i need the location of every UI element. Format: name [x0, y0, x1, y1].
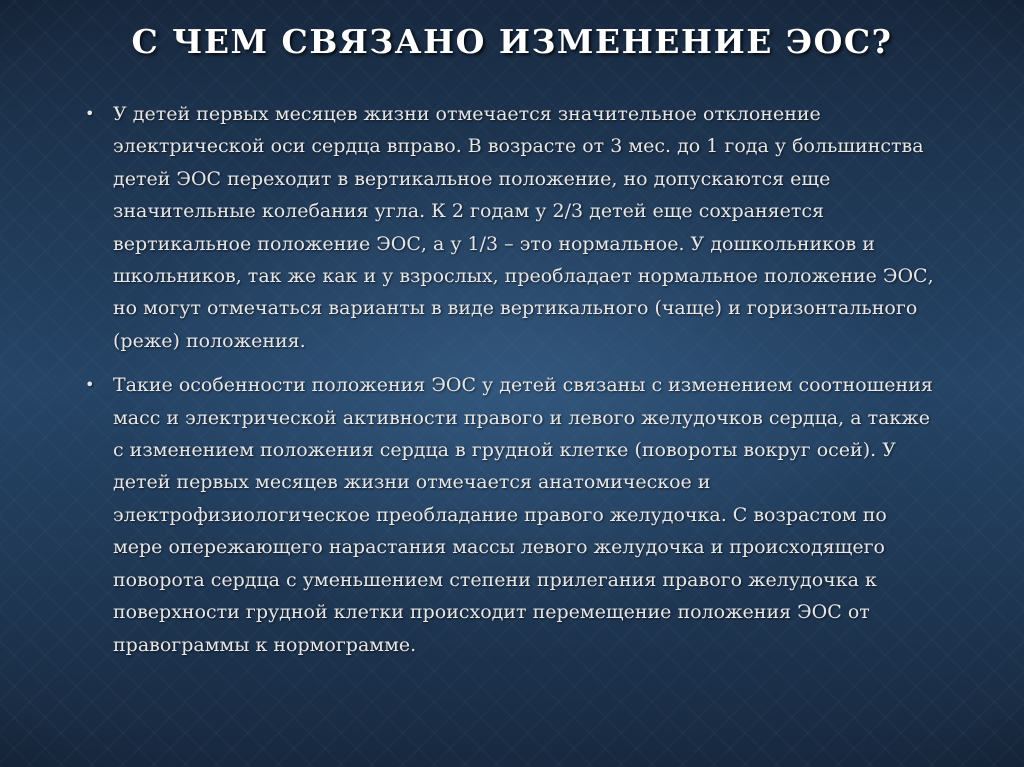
bullet-list	[84, 98, 934, 673]
bullet-item	[84, 98, 934, 357]
bullet-icon: •	[85, 375, 95, 395]
bullet-icon: •	[85, 104, 95, 123]
bullet-text: У детей первых месяцев жизни отмечается значительное отклонение электрической оси сердца вправо. В возрасте от 3 мес. до 1 года у большинства детей ЭОС переходит в вертикальное положение, но допускаются еще значительные колебания угла. К 2 годам у 2/3 детей еще сохраняется вертикальное положение ЭОС, а у 1/3 – это нормальное. У дошкольников и школьников, так же как и у взрослых, преобладает нормальное положение ЭОС, но могут отмечаться варианты в виде вертикального (чаще) и горизонтального (реже) положения.	[113, 103, 934, 352]
bullet-text: Такие особенности положения ЭОС у детей связаны с изменением соотношения масс и электрической активности правого и левого желудочков сердца, а также с изменением положения сердца в грудной клетке (повороты вокруг осей). У детей первых месяцев жизни отмечается анатомическое и электрофизиологическое преобладание правого желудочка. С возрастом по мере опережающего нарастания массы левого желудочка и происходящего поворота сердца с уменьшением степени прилегания правого желудочка к поверхности грудной клетки происходит перемещение положения ЭОС от правограммы к нормограмме.	[113, 374, 933, 656]
slide-title: С ЧЕМ СВЯЗАНО ИЗМЕНЕНИЕ ЭОС?	[131, 22, 893, 61]
bullet-item	[84, 369, 934, 661]
